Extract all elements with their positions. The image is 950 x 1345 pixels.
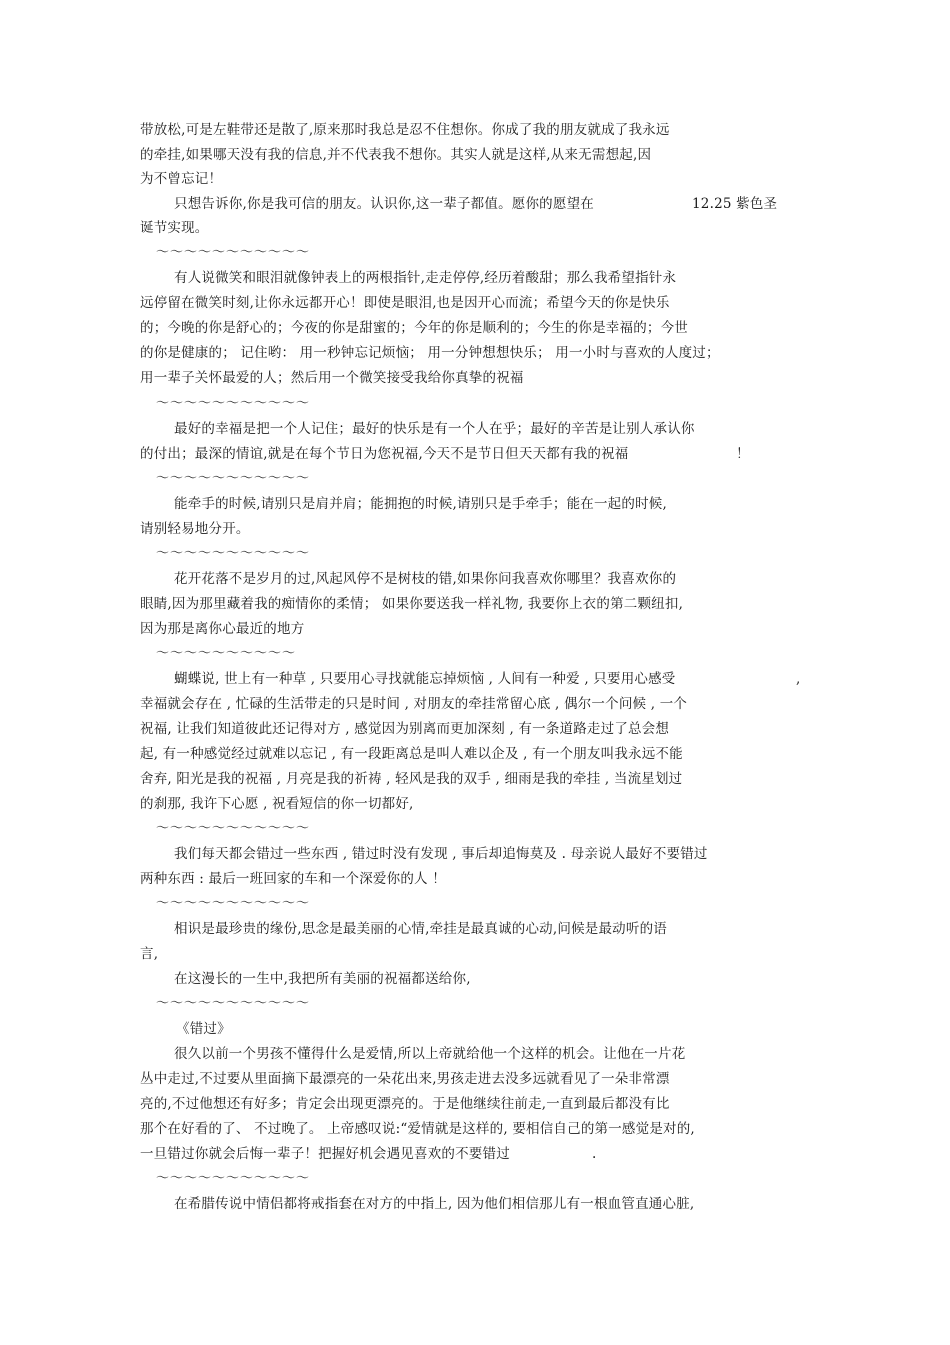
text-line: 有人说微笑和眼泪就像钟表上的两根指针,走走停停,经历着酸甜；那么我希望指针永 bbox=[174, 270, 677, 286]
text-line: , bbox=[796, 671, 801, 687]
text-line: 的刹那, 我许下心愿 , 祝看短信的你一切都好, bbox=[140, 796, 414, 812]
text-line: 只想告诉你,你是我可信的朋友。认识你,这一辈子都值。愿你的愿望在 bbox=[174, 196, 594, 212]
text-line: 最好的幸福是把一个人记住；最好的快乐是有一个人在乎；最好的辛苦是让别人承认你 bbox=[174, 421, 695, 437]
text-line: 相识是最珍贵的缘份,思念是最美丽的心情,牵挂是最真诚的心动,问候是最动听的语 bbox=[174, 921, 667, 937]
separator: ～～～～～～～～～～～ bbox=[156, 245, 311, 260]
text-line: 丛中走过,不过要从里面摘下最漂亮的一朵花出来,男孩走进去没多远就看见了一朵非常漂 bbox=[140, 1071, 670, 1087]
separator: ～～～～～～～～～～～ bbox=[156, 1171, 311, 1186]
text-line: 请别轻易地分开。 bbox=[140, 521, 250, 537]
text-line: 蝴蝶说, 世上有一种草 , 只要用心寻找就能忘掉烦恼 , 人间有一种爱 , 只要用心感受 bbox=[174, 671, 676, 687]
separator: ～～～～～～～～～～～ bbox=[156, 396, 311, 411]
separator: ～～～～～～～～～～～ bbox=[156, 546, 311, 561]
text-line: 的牵挂,如果哪天没有我的信息,并不代表我不想你。其实人就是这样,从来无需想起,因 bbox=[140, 147, 652, 163]
text-line: ！ bbox=[736, 446, 750, 462]
text-line: 很久以前一个男孩不懂得什么是爱情,所以上帝就给他一个这样的机会。让他在一片花 bbox=[174, 1046, 686, 1062]
text-line: 舍弃, 阳光是我的祝福 , 月亮是我的祈祷 , 轻风是我的双手 , 细雨是我的牵挂 , 当流星划过 bbox=[140, 771, 683, 787]
text-line: 用一辈子关怀最爱的人；然后用一个微笑接受我给你真挚的祝福 bbox=[140, 370, 524, 386]
text-line: 花开花落不是岁月的过,风起风停不是树枝的错,如果你问我喜欢你哪里？我喜欢你的 bbox=[174, 571, 677, 587]
text-line: 的你是健康的； 记住哟： 用一秒钟忘记烦恼； 用一分钟想想快乐； 用一小时与喜欢的人度过； bbox=[140, 345, 720, 361]
text-line: . bbox=[592, 1146, 597, 1162]
separator: ～～～～～～～～～～ bbox=[156, 646, 297, 661]
text-line: 我们每天都会错过一些东西 , 错过时没有发现 , 事后却追悔莫及 . 母亲说人最好不要错过 bbox=[174, 846, 708, 862]
text-line: 在这漫长的一生中,我把所有美丽的祝福都送给你, bbox=[174, 971, 471, 987]
separator: ～～～～～～～～～～～ bbox=[156, 821, 311, 836]
text-line: 一旦错过你就会后悔一辈子！把握好机会遇见喜欢的不要错过 bbox=[140, 1146, 510, 1162]
separator: ～～～～～～～～～～～ bbox=[156, 996, 311, 1011]
text-line: 12.25 紫色圣 bbox=[692, 196, 778, 212]
text-line: 那个在好看的了、 不过晚了。 上帝感叹说:“爱情就是这样的, 要相信自己的第一感觉是对的, bbox=[140, 1121, 695, 1137]
text-line: 带放松,可是左鞋带还是散了,原来那时我总是忍不住想你。你成了我的朋友就成了我永远 bbox=[140, 122, 670, 138]
section-title: 《错过》 bbox=[176, 1021, 231, 1037]
text-line: 远停留在微笑时刻,让你永远都开心！即使是眼泪,也是因开心而流；希望今天的你是快乐 bbox=[140, 295, 670, 311]
text-line: 眼睛,因为那里藏着我的痴情你的柔情； 如果你要送我一样礼物, 我要你上衣的第二颗纽扣, bbox=[140, 596, 684, 612]
text-line: 因为那是离你心最近的地方 bbox=[140, 621, 305, 637]
separator: ～～～～～～～～～～～ bbox=[156, 896, 311, 911]
text-line: 祝福, 让我们知道彼此还记得对方 , 感觉因为别离而更加深刻 , 有一条道路走过了总会想 bbox=[140, 721, 670, 737]
text-line: 能牵手的时候,请别只是肩并肩；能拥抱的时候,请别只是手牵手；能在一起的时候, bbox=[174, 496, 667, 512]
text-line: 的付出；最深的情谊,就是在每个节日为您祝福,今天不是节日但天天都有我的祝福 bbox=[140, 446, 629, 462]
text-line: 的；今晚的你是舒心的；今夜的你是甜蜜的；今年的你是顺利的；今生的你是幸福的；今世 bbox=[140, 320, 688, 336]
text-line: 为不曾忘记！ bbox=[140, 171, 223, 187]
text-line: 幸福就会存在 , 忙碌的生活带走的只是时间 , 对朋友的牵挂常留心底 , 偶尔一个问候 , 一个 bbox=[140, 696, 688, 712]
text-line: 起, 有一种感觉经过就难以忘记 , 有一段距离总是叫人难以企及 , 有一个朋友叫我永远不能 bbox=[140, 746, 683, 762]
separator: ～～～～～～～～～～～ bbox=[156, 471, 311, 486]
text-line: 在希腊传说中情侣都将戒指套在对方的中指上, 因为他们相信那儿有一根血管直通心脏, bbox=[174, 1196, 695, 1212]
text-line: 诞节实现。 bbox=[140, 220, 209, 236]
text-line: 言, bbox=[140, 946, 159, 962]
text-line: 两种东西 : 最后一班回家的车和一个深爱你的人 ！ bbox=[140, 871, 446, 887]
text-line: 亮的,不过他想还有好多；肯定会出现更漂亮的。于是他继续往前走,一直到最后都没有比 bbox=[140, 1096, 670, 1112]
